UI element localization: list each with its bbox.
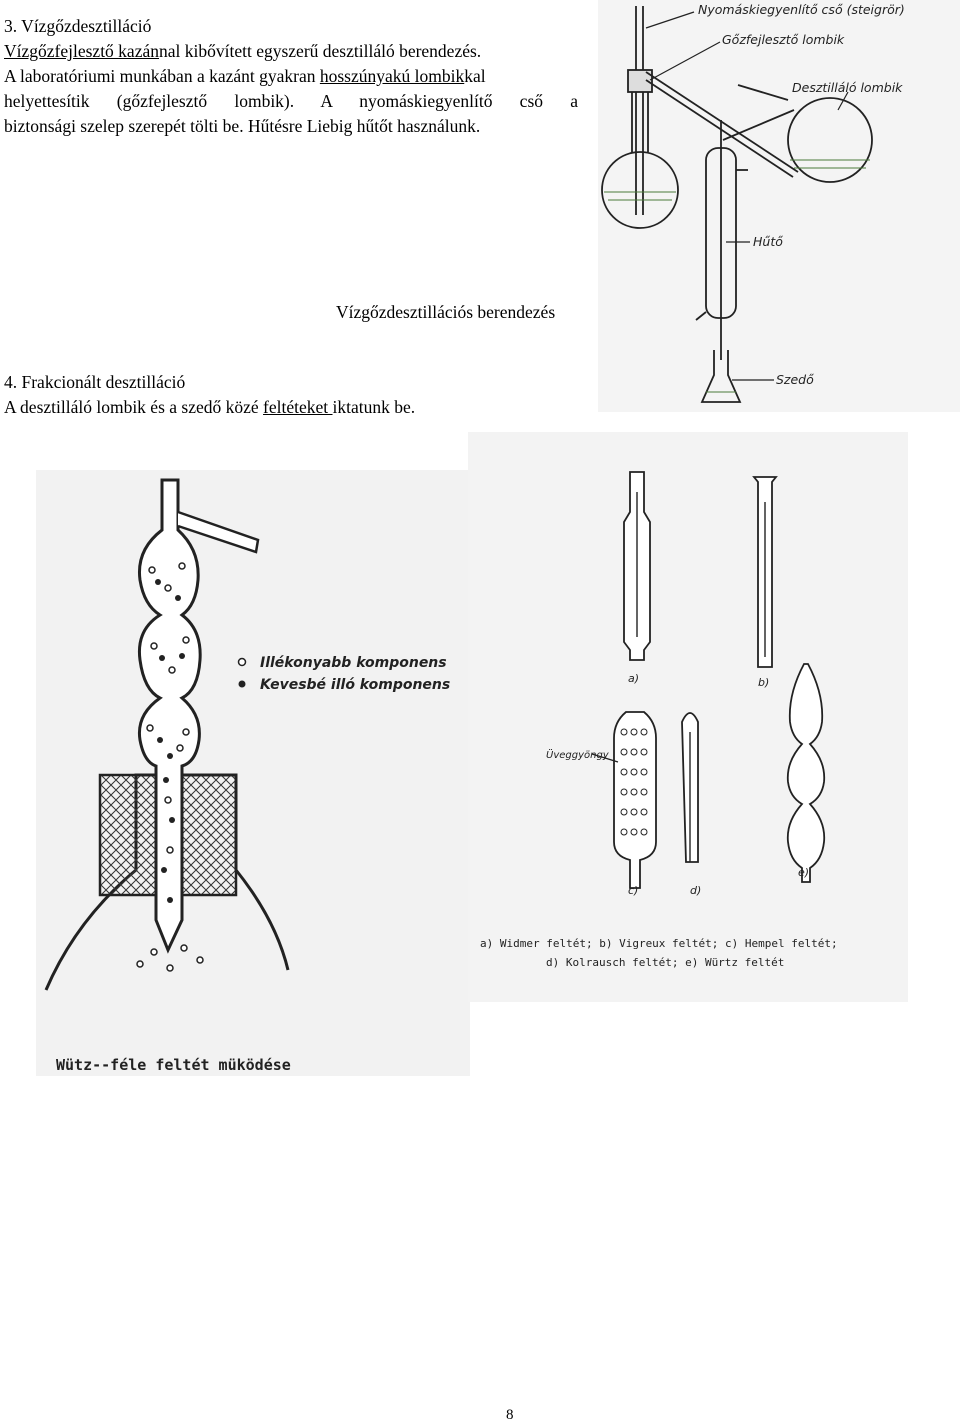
section3-line2-pre: A laboratóriumi munkában a kazánt gyakran <box>4 66 320 86</box>
label-szedo: Szedő <box>776 372 814 387</box>
types-caption-line1: a) Widmer feltét; b) Vigreux feltét; c) Hempel feltét; <box>480 937 838 950</box>
letter-a: a) <box>628 672 640 685</box>
wurtz-column-figure <box>36 470 470 1076</box>
section4-line1 <box>4 395 415 420</box>
section3-line4: biztonsági szelep szerepét tölti be. Hűtésre Liebig hűtőt használunk. <box>4 116 481 136</box>
link-hosszunyaku-lombik[interactable]: hosszúnyakú lombik <box>319 66 465 86</box>
label-glass-pearls: Üveggyöngy <box>546 750 609 761</box>
section3-line3: helyettesítik (gőzfejlesztő lombik). A nyomáskiegyenlítő cső a <box>4 91 578 111</box>
legend-dark-label: Kevesbé illó komponens <box>260 677 451 693</box>
label-steigror: Nyomáskiegyenlítő cső (steigrör) <box>698 2 905 17</box>
section4-line1-pre: A desztilláló lombik és a szedő közé <box>4 397 264 417</box>
types-caption-line2: d) Kolrausch feltét; e) Würtz feltét <box>546 956 785 969</box>
column-types-figure <box>468 432 908 1002</box>
label-gozfejleszto: Gőzfejlesztő lombik <box>722 32 845 47</box>
letter-c: c) <box>628 884 639 897</box>
label-huto: Hűtő <box>753 234 783 249</box>
letter-b: b) <box>758 676 770 689</box>
section3-heading: 3. Vízgőzdesztilláció <box>4 16 152 36</box>
legend-dark-marker <box>239 681 246 688</box>
section4-line1-post: iktatunk be. <box>332 397 416 417</box>
link-kazan[interactable]: Vízgőzfejlesztő kazán <box>4 41 159 61</box>
legend-light-marker <box>239 659 246 666</box>
steam-distillation-figure <box>598 0 960 412</box>
section3-line1-rest: nal kibővített egyszerű desztilláló berendezés. <box>159 41 482 61</box>
section3-line2 <box>4 64 486 89</box>
letter-d: d) <box>690 884 702 897</box>
steam-figure-caption: Vízgőzdesztillációs berendezés <box>336 302 556 322</box>
wurtz-caption: Wütz--féle feltét müködése <box>56 1056 291 1074</box>
label-desztillalo: Desztilláló lombik <box>792 80 903 95</box>
link-felteteket[interactable]: feltéteket <box>263 397 333 417</box>
legend-light-label: Illékonyabb komponens <box>260 655 447 671</box>
letter-e: e) <box>798 866 810 879</box>
section3-line2-post: kal <box>464 66 486 86</box>
section4-heading: 4. Frakcionált desztilláció <box>4 372 186 392</box>
page-number: 8 <box>506 1407 514 1423</box>
section3-line1 <box>4 39 481 64</box>
